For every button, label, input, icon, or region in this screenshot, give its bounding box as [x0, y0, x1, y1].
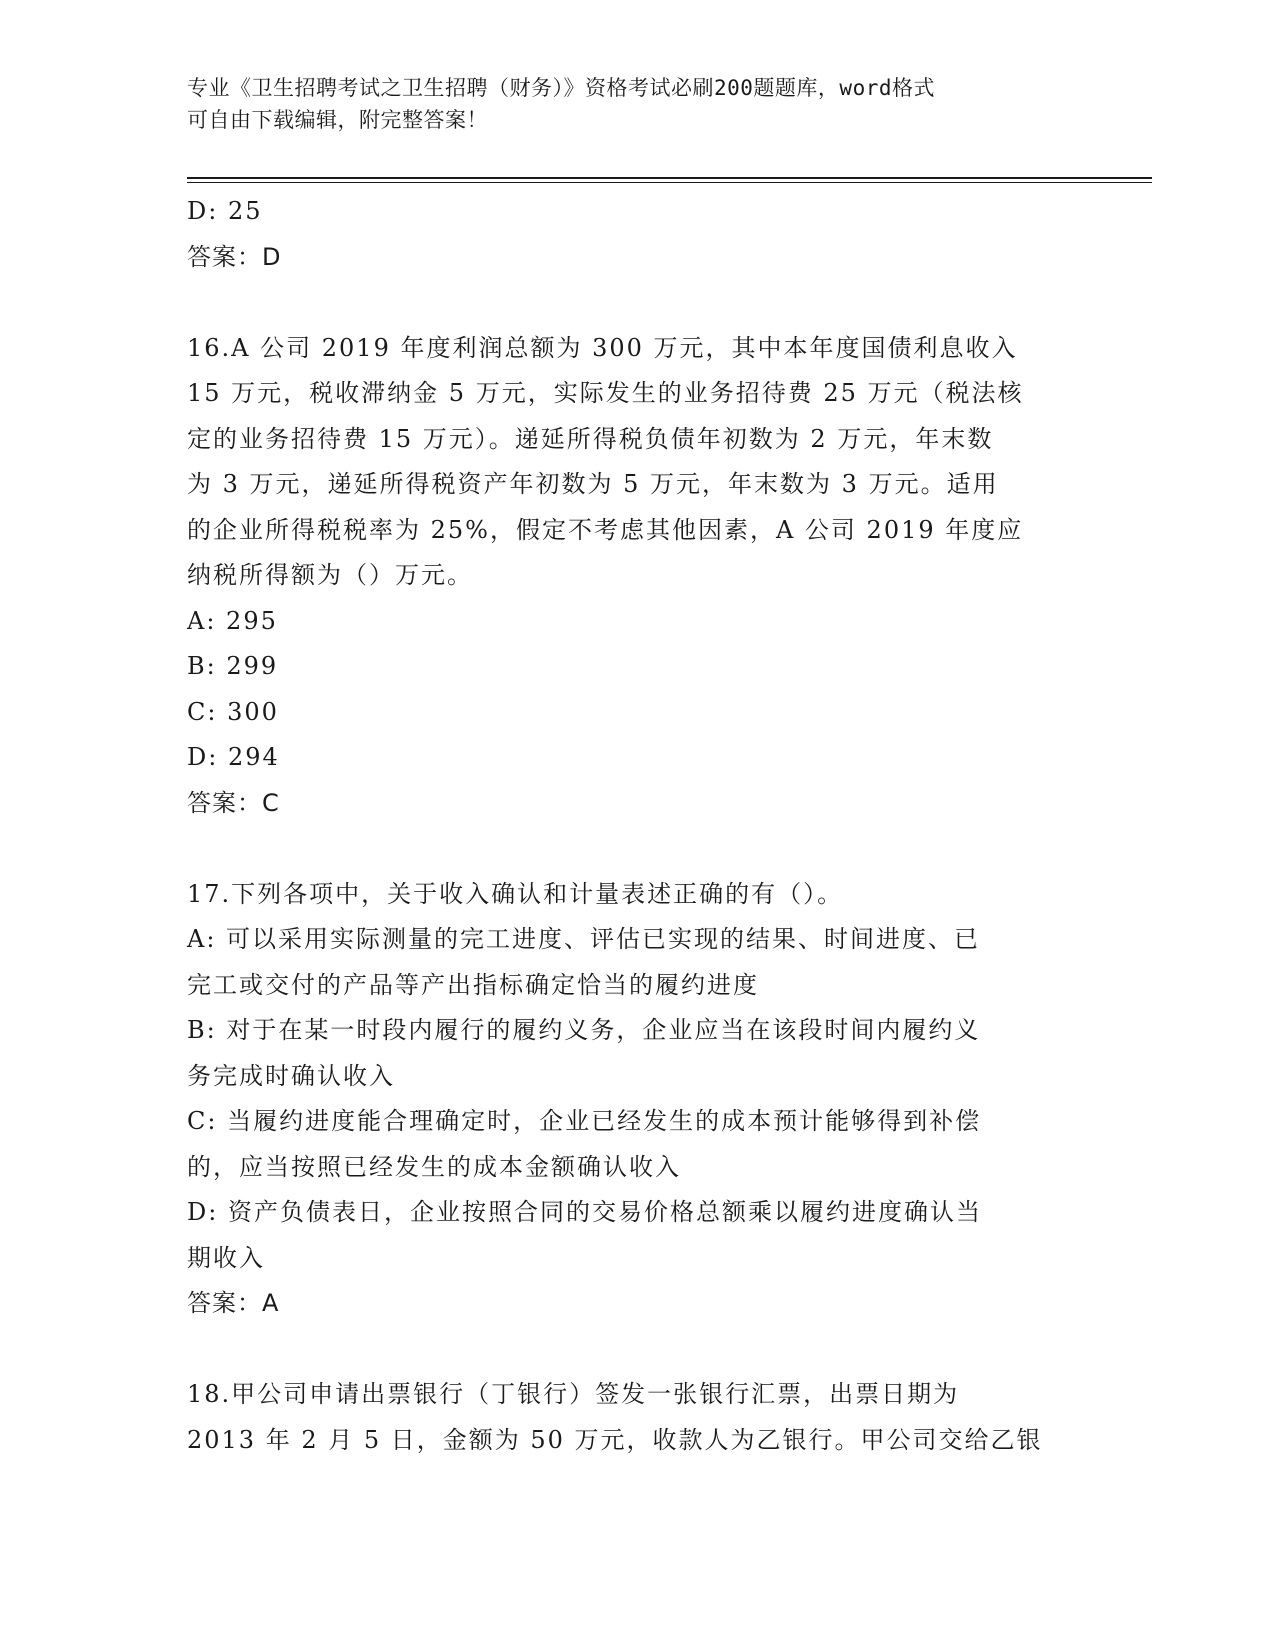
q17-option-line: A: 可以采用实际测量的完工进度、评估已实现的结果、时间进度、已	[187, 925, 981, 953]
q17-option-line: 完工或交付的产品等产出指标确定恰当的履约进度	[187, 970, 759, 999]
header-divider-thick	[187, 177, 1152, 179]
question-16	[187, 326, 1087, 827]
prev-option-d: D: 25	[187, 197, 263, 225]
spacer	[187, 1327, 1087, 1373]
q16-stem-line: 的企业所得税税率为 25%，假定不考虑其他因素，A 公司 2019 年度应	[187, 515, 1024, 544]
prev-answer: 答案：D	[187, 242, 282, 271]
q17-option-line: 期收入	[187, 1243, 265, 1272]
q16-stem-line: 纳税所得额为（）万元。	[187, 561, 473, 589]
q16-stem-line: 15 万元，税收滞纳金 5 万元，实际发生的业务招待费 25 万元（税法核	[187, 379, 1024, 407]
q17-option-line: B: 对于在某一时段内履行的履约义务，企业应当在该段时间内履约义	[187, 1016, 981, 1044]
header-line-2: 可自由下载编辑，附完整答案！	[187, 108, 488, 132]
q16-answer: 答案：C	[187, 788, 280, 817]
question-17	[187, 872, 1087, 1327]
q16-stem-line: 定的业务招待费 15 万元）。递延所得税负债年初数为 2 万元，年末数	[187, 424, 994, 453]
header-line-1: 专业《卫生招聘考试之卫生招聘（财务）》资格考试必刷200题题库，word格式	[187, 76, 935, 100]
q17-stem: 17.下列各项中，关于收入确认和计量表述正确的有（）。	[187, 879, 844, 908]
q16-stem-line: 16.A 公司 2019 年度利润总额为 300 万元，其中本年度国债利息收入	[187, 333, 1018, 362]
spacer	[187, 826, 1087, 872]
q18-stem-line: 2013 年 2 月 5 日，金额为 50 万元，收款人为乙银行。甲公司交给乙银	[187, 1425, 1043, 1454]
q17-option-line: D: 资产负债表日，企业按照合同的交易价格总额乘以履约进度确认当	[187, 1198, 982, 1226]
q17-option-line: 务完成时确认收入	[187, 1061, 395, 1090]
q16-option-c: C: 300	[187, 697, 279, 726]
q17-option-line: C: 当履约进度能合理确定时，企业已经发生的成本预计能够得到补偿	[187, 1107, 982, 1135]
document-header	[187, 72, 1067, 136]
q18-stem-line: 18.甲公司申请出票银行（丁银行）签发一张银行汇票，出票日期为	[187, 1380, 960, 1408]
q16-option-a: A: 295	[187, 606, 278, 635]
question-18	[187, 1372, 1087, 1463]
q16-stem-line: 为 3 万元，递延所得税资产年初数为 5 万元，年末数为 3 万元。适用	[187, 470, 999, 498]
q17-option-line: 的，应当按照已经发生的成本金额确认收入	[187, 1152, 681, 1181]
document-body	[187, 189, 1087, 1463]
q17-answer: 答案：A	[187, 1289, 280, 1317]
header-divider-thin	[187, 182, 1152, 183]
q16-option-b: B: 299	[187, 652, 279, 680]
q16-option-d: D: 294	[187, 743, 280, 771]
spacer	[187, 280, 1087, 326]
